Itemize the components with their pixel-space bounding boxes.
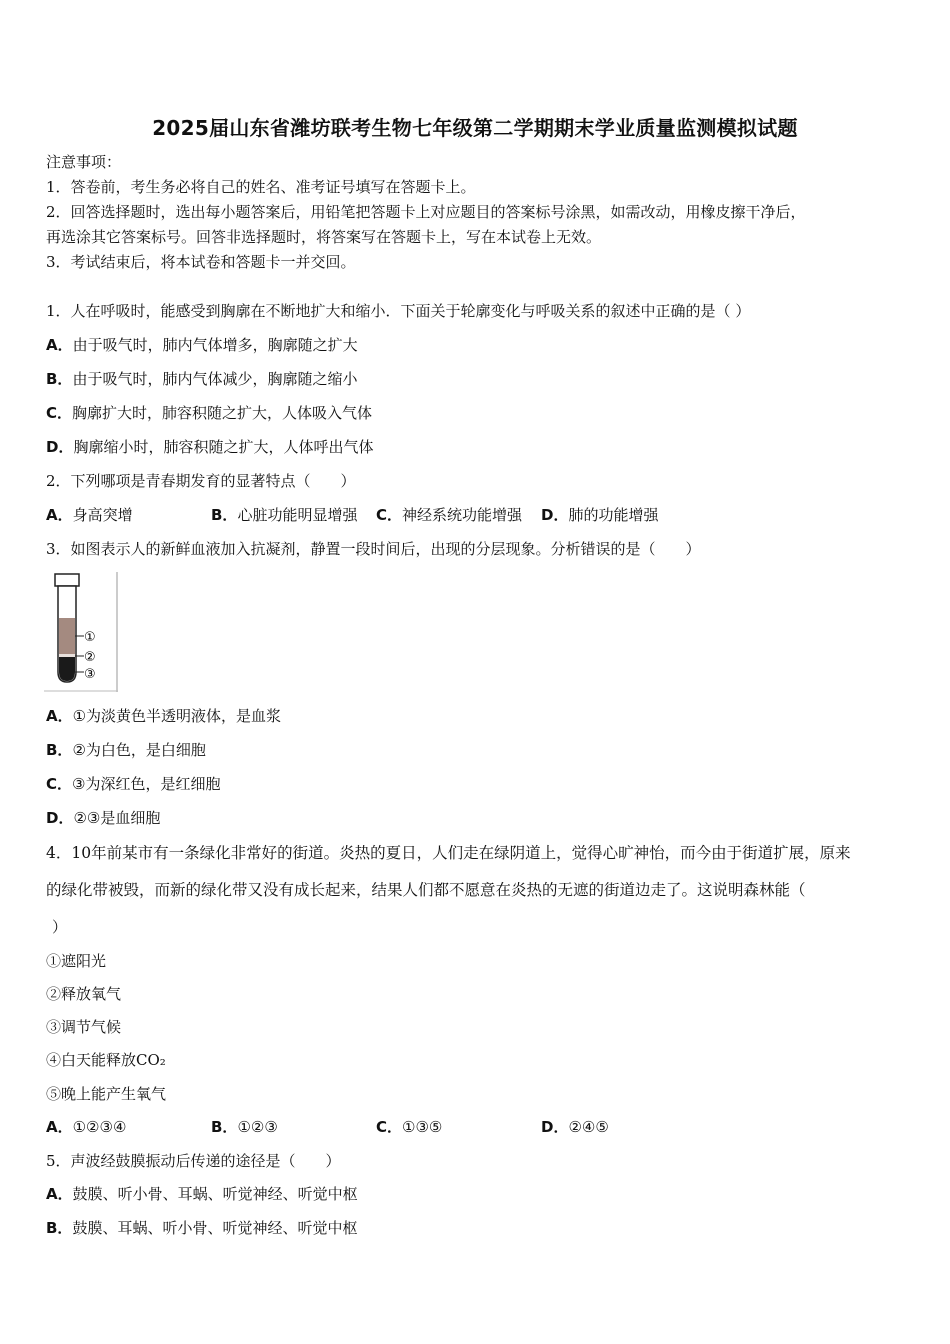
option-label: C． — [376, 506, 403, 524]
option-text: ①为淡黄色半透明液体，是血浆 — [72, 707, 282, 725]
option-label: B． — [46, 370, 73, 388]
figure-mark-2: ② — [84, 650, 96, 665]
option-text: 鼓膜、听小骨、耳蜗、听觉神经、听觉中枢 — [72, 1185, 358, 1203]
page-title: 2025届山东省潍坊联考生物七年级第二学期期末学业质量监测模拟试题 — [152, 116, 798, 140]
notice-item: 2．回答选择题时，选出每小题答案后，用铅笔把答题卡上对应题目的答案标号涂黑，如需改动，用橡皮擦干净后， — [46, 203, 806, 221]
question-2-stem: 2．下列哪项是青春期发育的显著特点（ ） — [46, 472, 356, 490]
option-label: B． — [211, 506, 238, 524]
question-4-stem-line: ） — [52, 918, 68, 936]
tube-cap — [55, 574, 79, 586]
option-label: B． — [211, 1118, 238, 1136]
question-4-option-c — [376, 1117, 442, 1137]
question-1-option-b — [46, 369, 357, 389]
notice-item: 3．考试结束后，将本试卷和答题卡一并交回。 — [46, 253, 356, 271]
option-label: A． — [46, 506, 73, 524]
question-1-stem: 1．人在呼吸时，能感受到胸廓在不断地扩大和缩小．下面关于轮廓变化与呼吸关系的叙述中正确的是（ ） — [46, 302, 751, 320]
question-5-stem: 5．声波经鼓膜振动后传递的途径是（ ） — [46, 1152, 341, 1170]
question-4-stem-line: 的绿化带被毁，而新的绿化带又没有成长起来，结果人们都不愿意在炎热的无遮的街道边走了。这说明森林能（ — [46, 881, 806, 899]
option-text: ①②③④ — [72, 1118, 127, 1136]
option-text: 由于吸气时，肺内气体减少，胸廓随之缩小 — [72, 370, 358, 388]
option-text: ②④⑤ — [568, 1118, 609, 1136]
question-2-option-c — [376, 505, 522, 525]
option-text: ①③⑤ — [402, 1118, 443, 1136]
question-2-option-d — [541, 505, 658, 525]
question-3-option-b — [46, 740, 206, 760]
question-4-item: ①遮阳光 — [46, 952, 107, 970]
figure-mark-1: ① — [84, 630, 96, 645]
question-1-option-a — [46, 335, 358, 355]
question-3-option-a — [46, 706, 281, 726]
option-label: C． — [376, 1118, 403, 1136]
question-4-option-b — [211, 1117, 278, 1137]
figure-mark-3: ③ — [84, 667, 96, 682]
question-2-option-b — [211, 505, 357, 525]
notice-item: 1．答卷前，考生务必将自己的姓名、准考证号填写在答题卡上。 — [46, 178, 476, 196]
notice-item: 再选涂其它答案标号。回答非选择题时，将答案写在答题卡上，写在本试卷上无效。 — [46, 228, 602, 246]
question-1-option-c — [46, 403, 372, 423]
question-4-option-a — [46, 1117, 126, 1137]
option-text: ②为白色，是白细胞 — [72, 741, 206, 759]
option-label: A． — [46, 1185, 73, 1203]
option-label: A． — [46, 707, 73, 725]
option-label: B． — [46, 741, 73, 759]
question-4-stem-line: 4．10年前某市有一条绿化非常好的街道。炎热的夏日，人们走在绿阴道上，觉得心旷神怡，而今由于街道扩展，原来 — [46, 844, 851, 862]
blood-tube-figure — [44, 572, 118, 692]
question-4-item: ④白天能释放CO₂ — [46, 1051, 166, 1069]
option-text: ③为深红色，是红细胞 — [72, 775, 221, 793]
question-5-option-b — [46, 1218, 357, 1238]
option-label: D． — [46, 438, 74, 456]
plasma-layer — [59, 618, 75, 654]
question-2-option-a — [46, 505, 133, 525]
option-text: 胸廓扩大时，肺容积随之扩大，人体吸入气体 — [72, 404, 373, 422]
option-label: D． — [46, 809, 74, 827]
question-4-item: ⑤晚上能产生氧气 — [46, 1085, 167, 1103]
option-text: 身高突增 — [72, 506, 133, 524]
question-4-item: ②释放氧气 — [46, 985, 122, 1003]
option-label: D． — [541, 1118, 569, 1136]
question-3-option-c — [46, 774, 220, 794]
notice-heading: 注意事项： — [46, 153, 122, 171]
question-3-stem: 3．如图表示人的新鲜血液加入抗凝剂，静置一段时间后，出现的分层现象。分析错误的是（ ） — [46, 540, 701, 558]
question-5-option-a — [46, 1184, 358, 1204]
option-text: ②③是血细胞 — [73, 809, 161, 827]
option-label: C． — [46, 775, 73, 793]
option-text: 心脏功能明显增强 — [237, 506, 358, 524]
option-text: 神经系统功能增强 — [402, 506, 523, 524]
option-text: 肺的功能增强 — [568, 506, 659, 524]
option-text: 鼓膜、耳蜗、听小骨、听觉神经、听觉中枢 — [72, 1219, 358, 1237]
question-1-option-d — [46, 437, 373, 457]
option-label: A． — [46, 336, 73, 354]
question-4-option-d — [541, 1117, 609, 1137]
white-cell-layer — [59, 654, 75, 657]
option-label: A． — [46, 1118, 73, 1136]
option-label: C． — [46, 404, 73, 422]
option-text: ①②③ — [237, 1118, 278, 1136]
option-text: 胸廓缩小时，肺容积随之扩大，人体呼出气体 — [73, 438, 374, 456]
option-label: B． — [46, 1219, 73, 1237]
question-4-item: ③调节气候 — [46, 1018, 122, 1036]
option-label: D． — [541, 506, 569, 524]
red-cell-layer — [59, 657, 75, 681]
question-3-option-d — [46, 808, 160, 828]
option-text: 由于吸气时，肺内气体增多，胸廓随之扩大 — [72, 336, 358, 354]
